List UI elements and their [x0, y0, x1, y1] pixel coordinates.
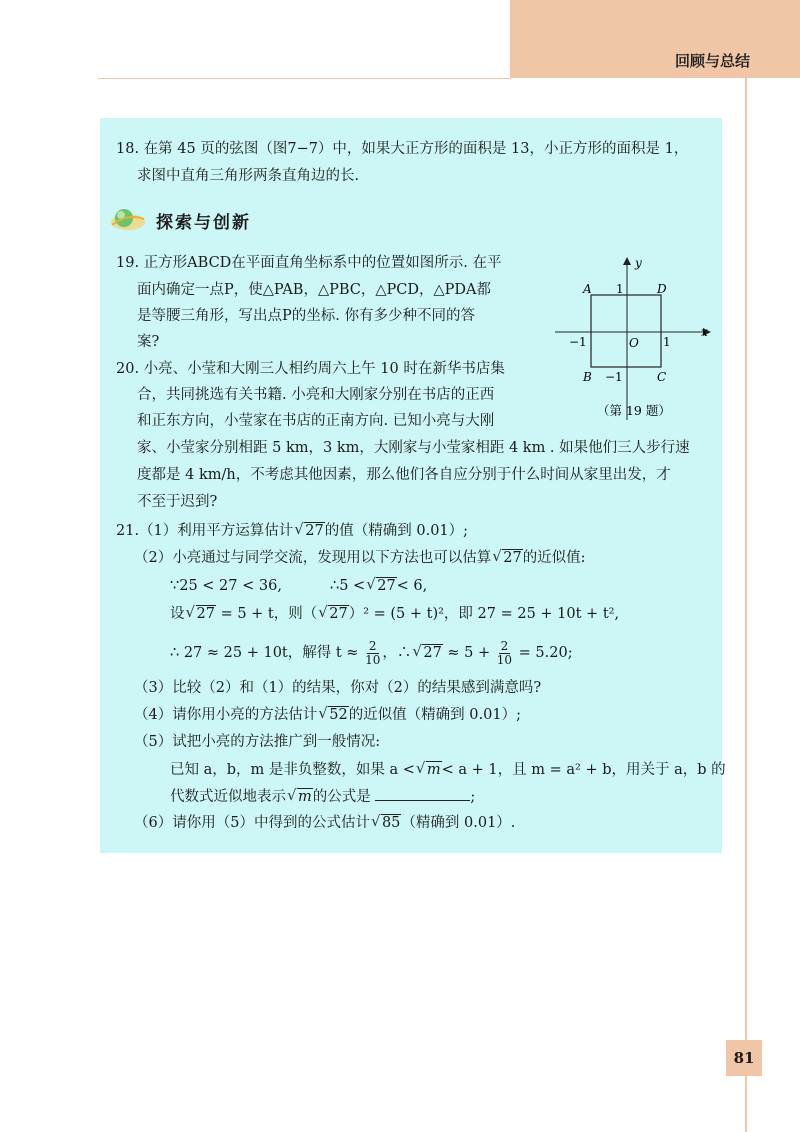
q21-part5: （5）试把小亮的方法推广到一般情况: [134, 734, 381, 750]
q21-step3: ∴ 27 ≈ 25 + 10t，解得 t ≈ $\frac{2}{10}$ ，∴√ 27 ≈ 5 + $\frac{2}{10}$ = 5.20; [170, 638, 573, 668]
q20-line2: 合，共同挑选有关书籍. 小亮和大刚家分别在书店的正西 [137, 387, 495, 403]
q20-line4: 家、小莹家分别相距 5 km，3 km，大刚家与小莹家相距 4 km . 如果他们三人步行速 [137, 440, 690, 456]
axis-y-label: y [635, 256, 642, 270]
tick-neg1-left: −1 [569, 335, 587, 349]
sqrt-27: √ 27 [493, 548, 522, 568]
margin-rule [745, 78, 747, 1132]
header-rule [98, 78, 511, 79]
vertex-d-label: D [657, 282, 667, 296]
q21-step2: 设√ 27 = 5 + t，则（√ 27）² = (5 + t)²，即 27 = 25 + 10t + t², [170, 604, 619, 624]
sqrt-27: √ 27 [319, 604, 348, 624]
q18-line1: 18. 在第 45 页的弦图（图7−7）中，如果大正方形的面积是 13，小正方形的面积是 1， [116, 141, 689, 157]
q21-part6: （6）请你用（5）中得到的公式估计√ 85（精确到 0.01）. [134, 813, 515, 833]
q21-part4: （4）请你用小亮的方法估计√ 52的近似值（精确到 0.01）; [134, 705, 521, 725]
q21-part2: （2）小亮通过与同学交流，发现用以下方法也可以估算√ 27的近似值: [134, 548, 586, 568]
q21-part1-text: 21.（1）利用平方运算估计 [116, 523, 294, 539]
q21-part3: （3）比较（2）和（1）的结果，你对（2）的结果感到满意吗? [134, 680, 542, 696]
page-number: 81 [726, 1040, 762, 1076]
tick-neg1-bottom: −1 [605, 370, 623, 384]
sqrt-85: √ 85 [372, 813, 401, 833]
q19-line2: 面内确定一点P，使△PAB，△PBC，△PCD，△PDA都 [137, 282, 492, 298]
q21-step1a: ∵25 < 27 < 36, [170, 578, 282, 594]
axis-x-label: x [701, 325, 708, 339]
answer-blank [375, 786, 470, 801]
sqrt-52: √ 52 [319, 705, 348, 725]
figure-caption: （第 19 题） [597, 403, 671, 418]
sqrt-27: √ 27 [413, 638, 442, 668]
sqrt-27: √ 27 [295, 521, 324, 541]
vertex-b-label: B [583, 370, 592, 384]
tick-1-right: 1 [663, 335, 671, 349]
section-title: 探索与创新 [156, 212, 251, 233]
sqrt-27: √ 27 [367, 576, 396, 596]
q21-part5-line2: 代数式近似地表示√ m的公式是 ; [170, 786, 475, 807]
sqrt-m: √ m [288, 787, 313, 807]
q18-line2: 求图中直角三角形两条直角边的长. [137, 168, 360, 184]
header-tab [510, 0, 800, 78]
q20-line3: 和正东方向，小莹家在书店的正南方向. 已知小亮与大刚 [137, 413, 495, 429]
q20-line1: 20. 小亮、小莹和大刚三人相约周六上午 10 时在新华书店集 [116, 361, 505, 377]
chapter-title: 回顾与总结 [674, 52, 750, 70]
section-heading [108, 204, 251, 236]
q19-line4: 案? [137, 334, 160, 350]
vertex-a-label: A [583, 282, 592, 296]
origin-label: O [629, 336, 639, 350]
q21-part5-line1: 已知 a，b，m 是非负整数，如果 a <√ m< a + 1，且 m = a² + b，用关于 a，b 的 [170, 760, 726, 780]
globe-icon [108, 205, 148, 235]
q19-line3: 是等腰三角形，写出点P的坐标. 你有多少种不同的答 [137, 308, 475, 324]
sqrt-m: √ m [417, 760, 442, 780]
sqrt-27: √ 27 [187, 604, 216, 624]
q19-line1: 19. 正方形ABCD在平面直角坐标系中的位置如图所示. 在平 [116, 255, 502, 271]
q20-line5: 度都是 4 km/h，不考虑其他因素，那么他们各自应分别于什么时间从家里出发，才 [137, 467, 671, 483]
q20-line6: 不至于迟到? [137, 494, 218, 510]
q21-step1b: ∴5 <√ 27< 6, [330, 576, 427, 596]
vertex-c-label: C [657, 370, 667, 384]
q21-part1: 21.（1）利用平方运算估计√ 27的值（精确到 0.01）; [116, 521, 468, 541]
tick-1-top: 1 [616, 282, 624, 296]
fraction: $\frac{2}{10}$ [365, 638, 381, 667]
fraction: $\frac{2}{10}$ [496, 638, 513, 667]
coordinate-figure [555, 255, 715, 425]
